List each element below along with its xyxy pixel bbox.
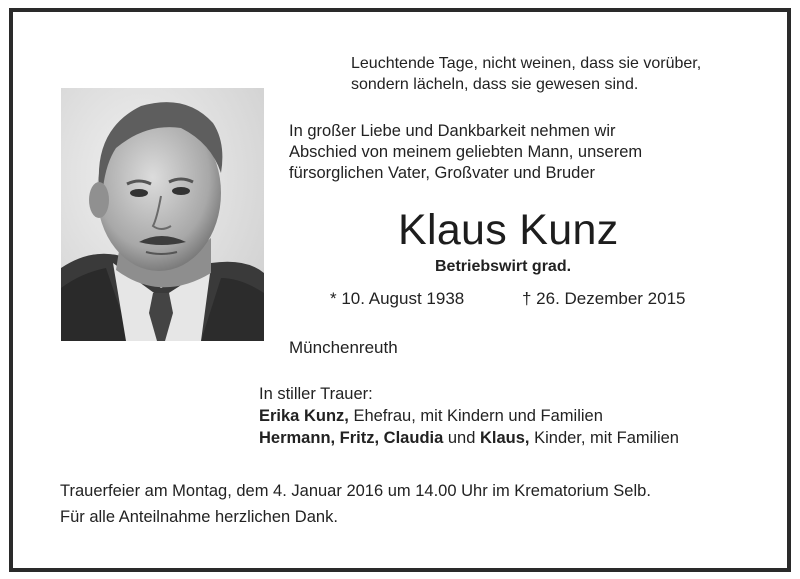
mourner-name-erika: Erika Kunz,	[259, 407, 349, 425]
funeral-service-info	[60, 478, 651, 530]
mourner-relation-2: Kinder, mit Familien	[529, 429, 679, 447]
intro-line-2: Abschied von meinem geliebten Mann, unserem	[289, 143, 643, 161]
mourners-heading: In stiller Trauer:	[259, 385, 373, 403]
verse-line-2: sondern lächeln, dass sie gewesen sind.	[351, 76, 639, 93]
mourner-relation-1: Ehefrau, mit Kindern und Familien	[348, 407, 603, 425]
hometown: Münchenreuth	[289, 338, 398, 357]
mourner-name-klaus: Klaus,	[479, 429, 530, 447]
deceased-name: Klaus Kunz	[398, 206, 619, 254]
intro-line-3: fürsorglichen Vater, Großvater und Bruder	[289, 164, 596, 182]
mourner-conjunction: und	[443, 429, 480, 447]
intro-text	[289, 121, 642, 184]
intro-line-1: In großer Liebe und Dankbarkeit nehmen wir	[289, 122, 616, 140]
death-date: † 26. Dezember 2015	[522, 289, 686, 308]
mourners-block	[259, 383, 679, 449]
mourners-line-1	[259, 405, 679, 427]
birth-date: * 10. August 1938	[330, 289, 465, 308]
service-line-2: Für alle Anteilnahme herzlichen Dank.	[60, 508, 338, 526]
portrait-photo	[61, 88, 264, 341]
mourners-line-2	[259, 427, 679, 449]
verse-line-1: Leuchtende Tage, nicht weinen, dass sie vorüber,	[351, 55, 702, 72]
verse	[351, 53, 701, 95]
deceased-title: Betriebswirt grad.	[435, 258, 572, 275]
service-line-1: Trauerfeier am Montag, dem 4. Januar 2016 um 14.00 Uhr im Krematorium Selb.	[60, 482, 651, 500]
mourner-names-children: Hermann, Fritz, Claudia	[259, 429, 444, 447]
